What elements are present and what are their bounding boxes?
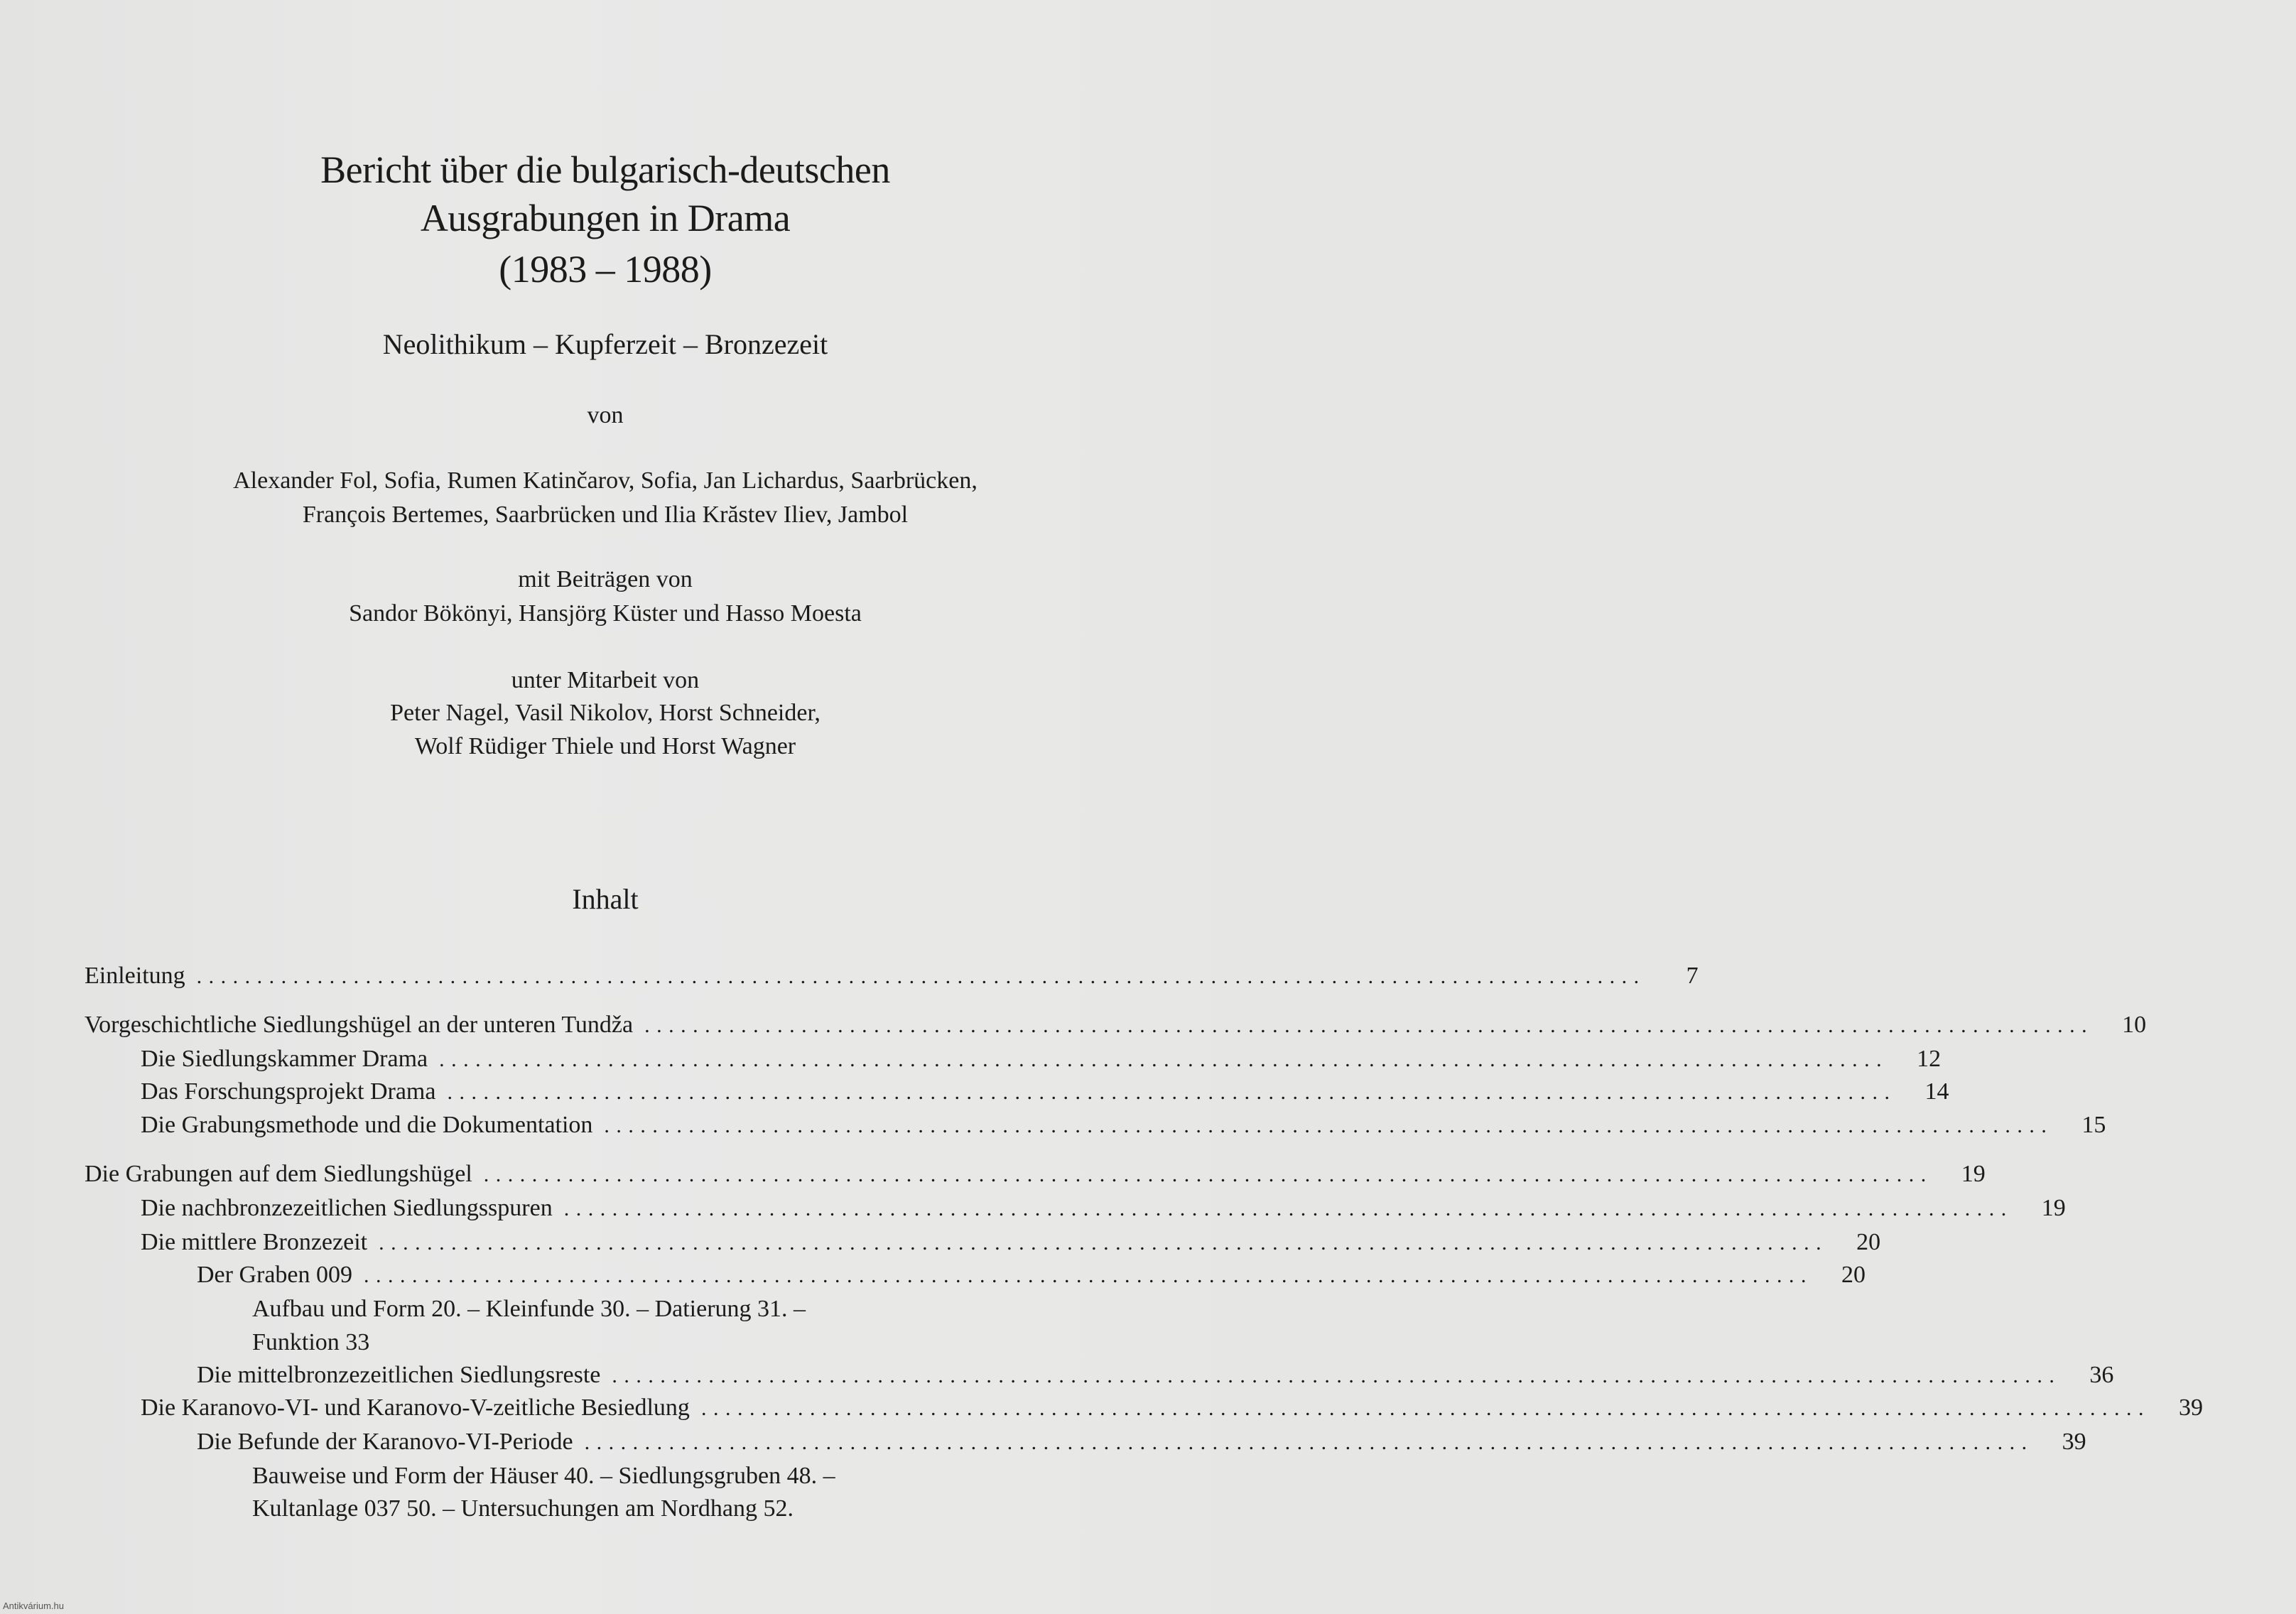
watermark: Antikvárium.hu <box>3 1601 64 1611</box>
toc-page-number: 20 <box>1856 1229 1881 1255</box>
dot-leader: ........................................................................................................................ <box>196 965 1646 988</box>
toc-entry <box>252 1497 1017 1521</box>
toc-page-number: 36 <box>2089 1362 2114 1388</box>
dot-leader: ........................................................................................................................ <box>563 1197 2013 1220</box>
toc-entry <box>197 1362 2114 1388</box>
toc-entry-title: Die nachbronzezeitlichen Siedlungsspuren <box>141 1195 553 1221</box>
toc-entry <box>85 1161 1986 1187</box>
toc-entry <box>252 1464 1017 1488</box>
collaboration-line-1: Peter Nagel, Vasil Nikolov, Horst Schneider, <box>390 700 821 726</box>
toc-entry-title: Kultanlage 037 50. – Untersuchungen am Nordhang 52. <box>252 1495 794 1522</box>
collaboration-line-2: Wolf Rüdiger Thiele und Horst Wagner <box>414 733 796 759</box>
title-line-2: Ausgrabungen in Drama <box>420 197 791 239</box>
dot-leader: ........................................................................................................................ <box>612 1364 2062 1387</box>
toc-entry-title: Die Befunde der Karanovo-VI-Periode <box>197 1429 573 1455</box>
dot-leader: ........................................................................................................................ <box>700 1397 2150 1420</box>
toc-page-number: 19 <box>1961 1161 1986 1187</box>
title-line-3: (1983 – 1988) <box>499 248 712 291</box>
toc-entry <box>197 1262 1866 1288</box>
toc-entry <box>141 1394 2203 1421</box>
toc-entry <box>252 1297 1017 1321</box>
toc-page-number: 15 <box>2081 1112 2106 1138</box>
authors-line-1: Alexander Fol, Sofia, Rumen Katinčarov, Sofia, Jan Lichardus, Saarbrücken, <box>233 467 978 494</box>
toc-entry-title: Die Karanovo-VI- und Karanovo-V-zeitliche Besiedlung <box>141 1394 690 1421</box>
toc-page-number: 10 <box>2122 1012 2147 1038</box>
toc-page-number: 39 <box>2062 1429 2086 1455</box>
toc-entry-title: Einleitung <box>85 963 185 989</box>
toc-entry-title: Bauweise und Form der Häuser 40. – Siedlungsgruben 48. – <box>252 1463 835 1489</box>
authors-line-2: François Bertemes, Saarbrücken und Ilia Krăstev Iliev, Jambol <box>302 502 909 528</box>
toc-entry <box>197 1429 2086 1455</box>
toc-entry-title: Aufbau und Form 20. – Kleinfunde 30. – Datierung 31. – <box>252 1296 806 1322</box>
toc-page-number: 7 <box>1686 963 1699 989</box>
subtitle: Neolithikum – Kupferzeit – Bronzezeit <box>382 328 828 360</box>
toc-entry-title: Die mittelbronzezeitlichen Siedlungsreste <box>197 1362 601 1388</box>
dot-leader: ........................................................................................................................ <box>604 1114 2054 1137</box>
toc-entry-title: Die Grabungsmethode und die Dokumentation <box>141 1112 593 1138</box>
toc-entry-title: Die Grabungen auf dem Siedlungshügel <box>85 1161 472 1187</box>
toc-entry <box>252 1331 1017 1355</box>
toc-entry <box>85 1012 2147 1038</box>
contributions-names: Sandor Bökönyi, Hansjörg Küster und Hasso Moesta <box>349 600 862 627</box>
toc-entry-title: Der Graben 009 <box>197 1262 353 1288</box>
toc-entry-title: Vorgeschichtliche Siedlungshügel an der unteren Tundža <box>85 1012 634 1038</box>
contributions-label: mit Beiträgen von <box>518 566 693 592</box>
dot-leader: ........................................................................................................................ <box>483 1163 1933 1186</box>
collaboration-label: unter Mitarbeit von <box>511 667 700 693</box>
toc-entry <box>85 963 1699 989</box>
toc-entry-title: Die mittlere Bronzezeit <box>141 1229 368 1255</box>
toc-entry <box>141 1046 1942 1072</box>
von-label: von <box>587 402 624 428</box>
toc-entry-title: Funktion 33 <box>252 1329 370 1355</box>
toc-entry <box>141 1229 1881 1255</box>
toc-page-number: 19 <box>2041 1195 2066 1221</box>
dot-leader: ........................................................................................................................ <box>379 1231 1829 1255</box>
toc-page-number: 20 <box>1841 1262 1866 1288</box>
dot-leader: ........................................................................................................................ <box>447 1080 1897 1104</box>
toc-page-number: 14 <box>1924 1078 1949 1105</box>
dot-leader: ........................................................................................................................ <box>439 1048 1889 1071</box>
toc-entry <box>141 1195 2066 1221</box>
toc-page-number: 12 <box>1917 1046 1942 1072</box>
title-line-1: Bericht über die bulgarisch-deutschen <box>320 148 890 191</box>
toc-entry <box>141 1078 1949 1105</box>
toc-entry-title: Das Forschungsprojekt Drama <box>141 1078 436 1105</box>
contents-heading: Inhalt <box>572 883 639 915</box>
dot-leader: ........................................................................................................................ <box>584 1431 2034 1454</box>
dot-leader: ........................................................................................................................ <box>644 1014 2094 1037</box>
toc-entry <box>141 1112 2106 1138</box>
toc-page-number: 39 <box>2178 1394 2203 1421</box>
dot-leader: ........................................................................................................................ <box>364 1264 1814 1287</box>
toc-entry-title: Die Siedlungskammer Drama <box>141 1046 428 1072</box>
